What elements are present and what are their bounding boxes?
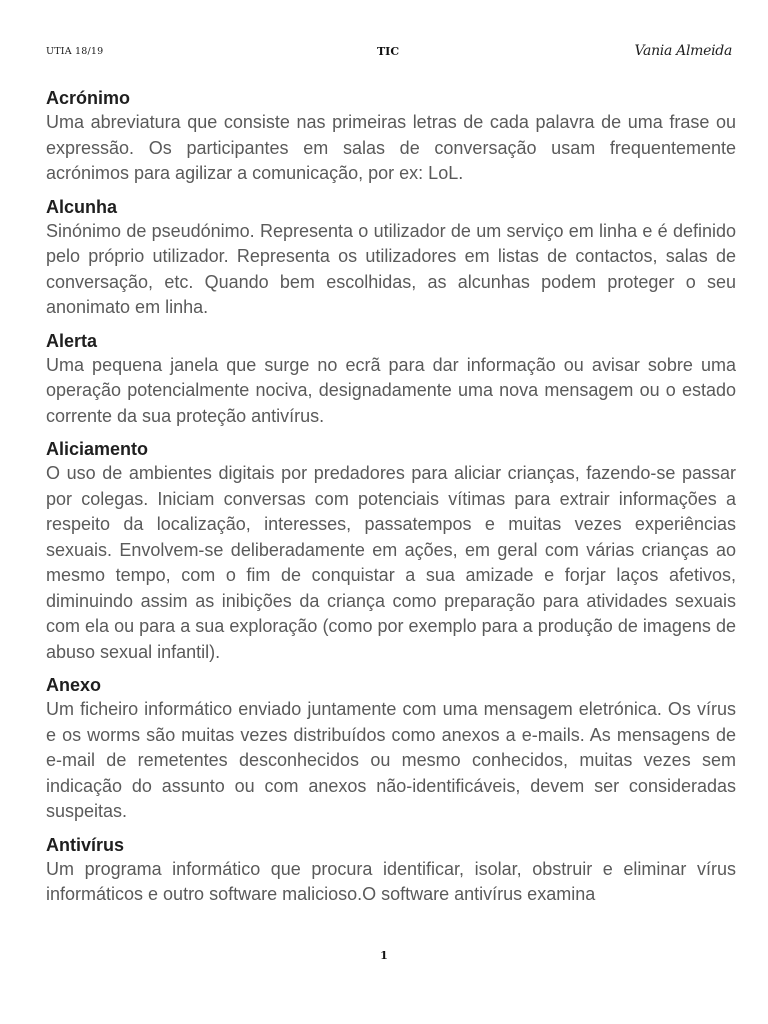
glossary-term: Alerta: [46, 330, 98, 351]
glossary-entry-acronimo: [46, 86, 736, 187]
header-course-code: UTIA 18/19: [46, 46, 104, 57]
glossary-term: Anexo: [46, 675, 102, 695]
glossary-term: Alcunha: [46, 196, 118, 217]
glossary-definition: Sinónimo de pseudónimo. Representa o utilizador de um serviço em linha e é definido pelo próprio utilizador. Representa os utilizadores em listas de contactos, salas de conversação, etc. Quando bem escolhidas, as alcunhas podem proteger o seu anonimato em linha.: [46, 220, 736, 317]
glossary-term: Aliciamento: [46, 439, 149, 459]
glossary-entry-aliciamento: [46, 437, 736, 665]
header-author-signature: Vania Almeida: [634, 43, 732, 59]
glossary-term: Antivírus: [46, 834, 125, 855]
header-subject: TIC: [377, 45, 400, 58]
glossary-term: Acrónimo: [46, 88, 131, 108]
glossary-definition: Uma pequena janela que surge no ecrã para dar informação ou avisar sobre uma operação potencialmente nociva, designadamente uma nova mensagem ou o estado corrente da sua proteção antivírus.: [46, 354, 736, 426]
glossary-definition: Uma abreviatura que consiste nas primeiras letras de cada palavra de uma frase ou expressão. Os participantes em salas de conversação usam frequentemente acrónimos para agilizar a comunicação, por ex: LoL.: [46, 112, 736, 183]
glossary-entry-alerta: [46, 329, 736, 430]
glossary-definition: O uso de ambientes digitais por predadores para aliciar crianças, fazendo-se passar por colegas. Iniciam conversas com potenciais vítimas para extrair informações a respeito da localização, interesses, passatempos e muitas vezes experiências sexuais. Envolvem-se deliberadamente em ações, em geral com várias crianças ao mesmo tempo, com o fim de conquistar a sua amizade e forjar laços afetivos, diminuindo assim as inibições da criança como preparação para atividades sexuais com ela ou para a sua exploração (como por exemplo para a produção de imagens de abuso sexual infantil).: [46, 463, 736, 662]
glossary-definition: Um ficheiro informático enviado juntamente com uma mensagem eletrónica. Os vírus e os worms são muitas vezes distribuídos como anexos a e-mails. As mensagens de e-mail de remetentes desconhecidos ou mesmo conhecidos, muitas vezes sem indicação do assunto ou com anexos não-identificáveis, devem ser consideradas suspeitas.: [46, 699, 736, 821]
glossary-content: [46, 86, 736, 916]
glossary-entry-antivirus: [46, 833, 736, 908]
glossary-entry-alcunha: [46, 195, 736, 321]
page-header: [46, 44, 732, 66]
glossary-definition: Um programa informático que procura identificar, isolar, obstruir e eliminar vírus informáticos e outro software malicioso.O software antivírus examina: [46, 858, 736, 904]
page-number: 1: [380, 949, 388, 962]
glossary-entry-anexo: [46, 673, 736, 825]
